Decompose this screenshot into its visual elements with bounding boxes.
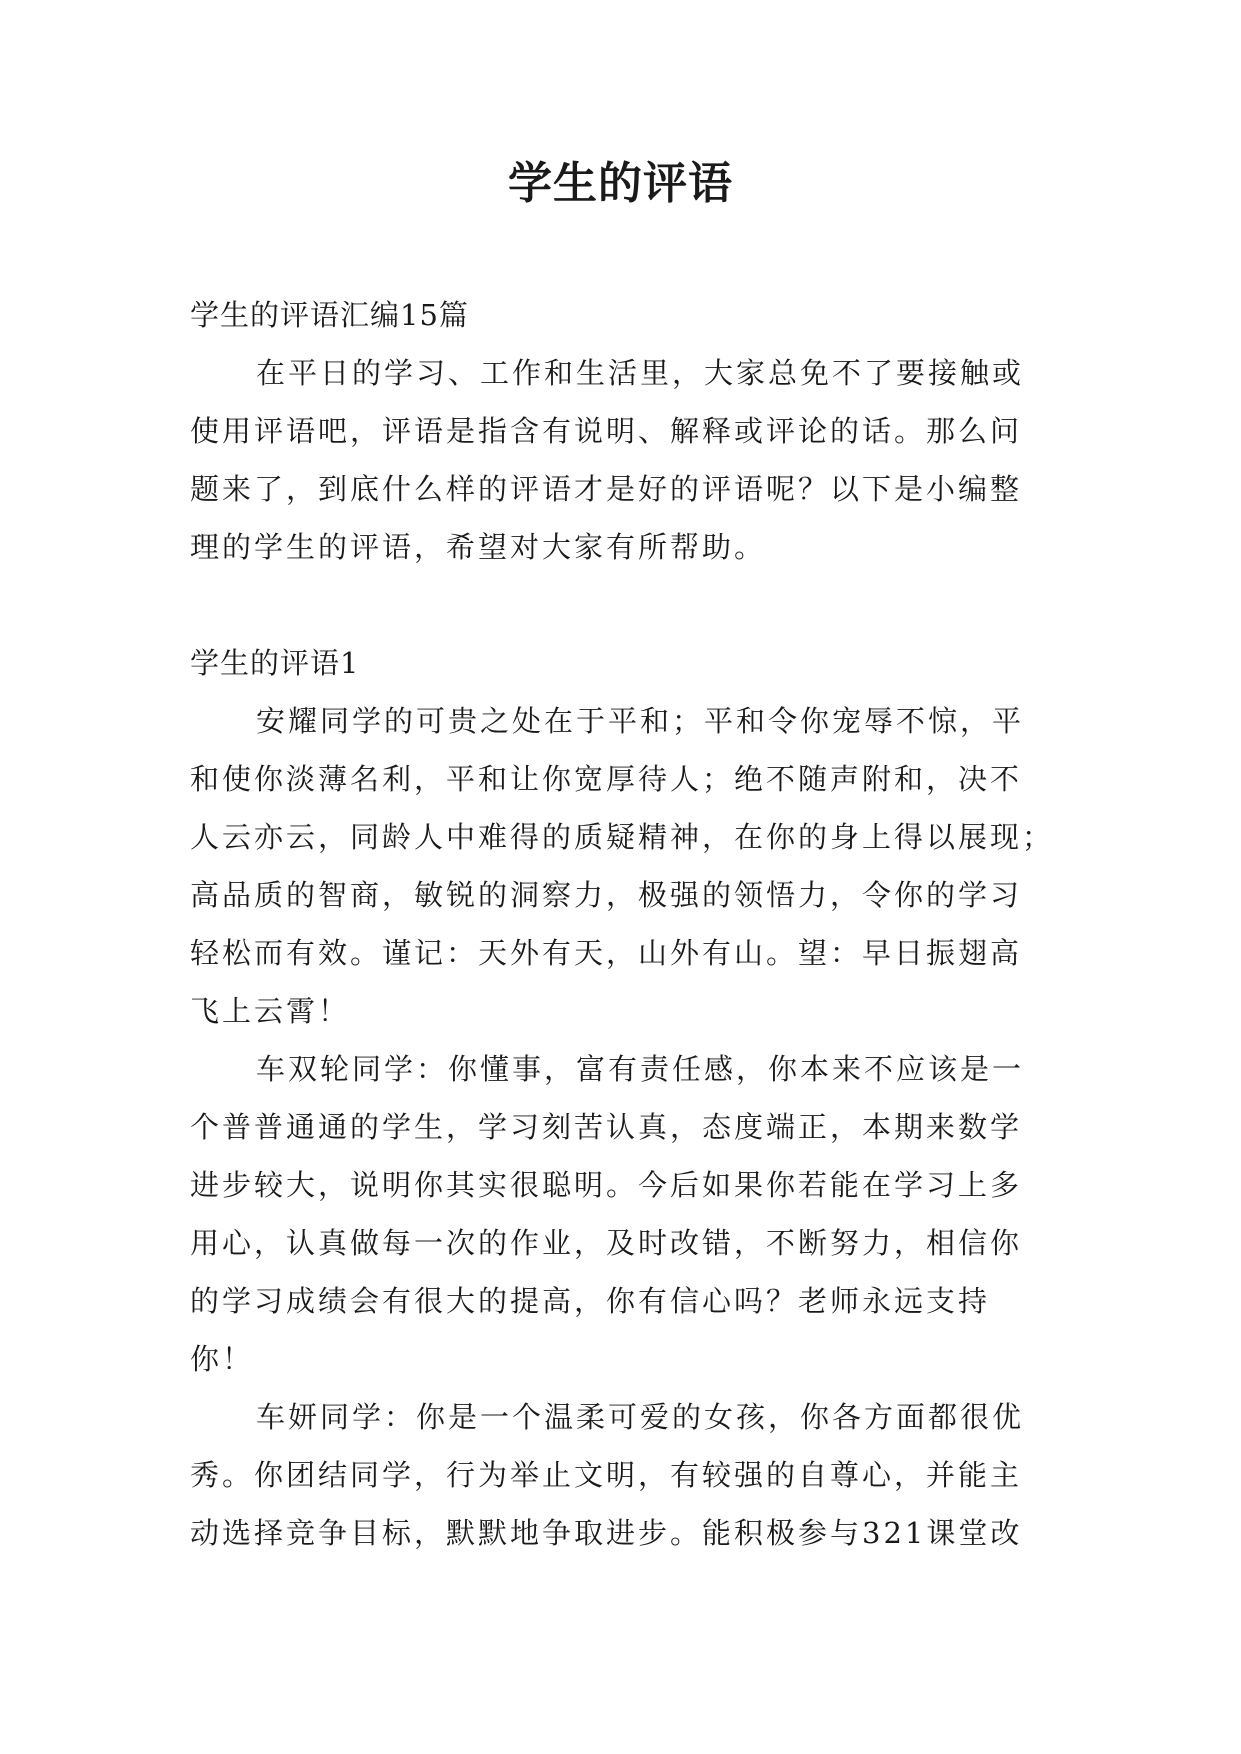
text-line: 个普普通通的学生，学习刻苦认真，态度端正，本期来数学 [190, 1110, 1023, 1144]
intro-heading: 学生的评语汇编15篇 [190, 298, 469, 332]
section-heading: 学生的评语1 [190, 646, 360, 680]
text-line: 飞上云霄！ [190, 994, 351, 1028]
text-line: 你！ [190, 1342, 255, 1376]
text-line: 的学习成绩会有很大的提高，你有信心吗？老师永远支持 [190, 1284, 991, 1318]
intro-paragraph [190, 344, 1052, 576]
text-line: 使用评语吧，评语是指含有说明、解释或评论的话。那么问 [190, 414, 1023, 448]
text-line: 高品质的智商，敏锐的洞察力，极强的领悟力，令你的学习 [190, 878, 1023, 912]
text-line: 题来了，到底什么样的评语才是好的评语呢？以下是小编整 [190, 472, 1023, 506]
comment-paragraph [190, 1388, 1052, 1562]
document-body [190, 286, 1055, 1562]
text-line: 在平日的学习、工作和生活里，大家总免不了要接触或 [256, 356, 1025, 390]
text-line: 安耀同学的可贵之处在于平和；平和令你宠辱不惊，平 [256, 704, 1025, 738]
text-line: 和使你淡薄名利，平和让你宽厚待人；绝不随声附和，决不 [190, 762, 1023, 796]
paragraph-gap [190, 576, 1052, 634]
comment-paragraph [190, 1040, 1052, 1388]
text-line: 轻松而有效。谨记：天外有天，山外有山。望：早日振翅高 [190, 936, 1023, 970]
text-line: 进步较大，说明你其实很聪明。今后如果你若能在学习上多 [190, 1168, 1023, 1202]
text-line: 车双轮同学：你懂事，富有责任感，你本来不应该是一 [256, 1052, 1025, 1086]
text-line: 秀。你团结同学，行为举止文明，有较强的自尊心，并能主 [190, 1458, 1023, 1492]
text-line: 理的学生的评语，希望对大家有所帮助。 [190, 530, 767, 564]
text-line: 动选择竞争目标，默默地争取进步。能积极参与321课堂改 [190, 1516, 1023, 1550]
comment-paragraph [190, 692, 1055, 1040]
text-line: 车妍同学：你是一个温柔可爱的女孩，你各方面都很优 [256, 1400, 1025, 1434]
page-title: 学生的评语 [508, 158, 733, 209]
text-line: 人云亦云，同龄人中难得的质疑精神，在你的身上得以展现； [190, 820, 1055, 854]
text-line: 用心，认真做每一次的作业，及时改错，不断努力，相信你 [190, 1226, 1023, 1260]
